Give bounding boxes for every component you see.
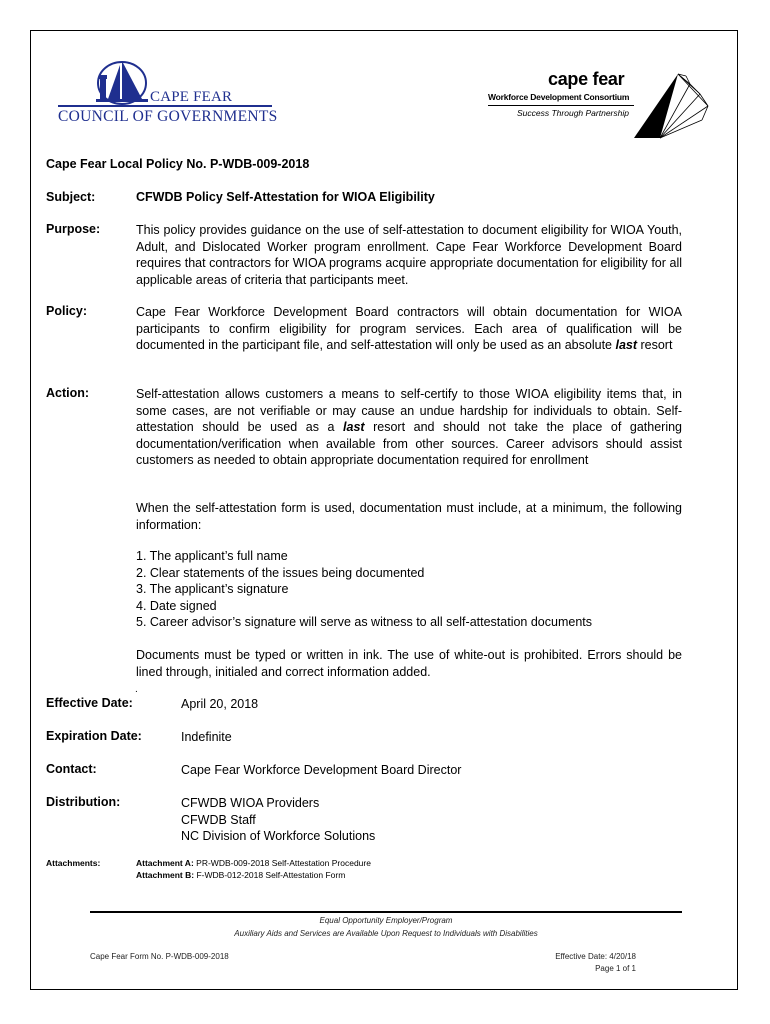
action-text: Self-attestation allows customers a means to self-certify to those WIOA eligibility items that, in some cases, are not verifiable or may cause an undue hardship for individuals to obtain. Self-attestation should be used as a last resort and should not take the place of gathering documentation/verification when available from other sources. Career advisors should assist customers as needed to obtain appropriate documentation required for enrollment [136, 387, 683, 467]
list-item: 2. Clear statements of the issues being documented [136, 565, 425, 580]
list-item: CFWDB WIOA Providers [181, 796, 320, 810]
purpose-text: This policy provides guidance on the use of self-attestation to document eligibility for WIOA Youth, Adult, and Dislocated Worker program enrollment. Cape Fear Workforce Development Board requires that contractors for WIOA programs acquire appropriate documentation for eligibility for all applicable areas of criteria that participants meet. [136, 223, 682, 287]
sailboat-lighthouse-logo-icon [92, 55, 152, 105]
list-item: NC Division of Workforce Solutions [181, 829, 376, 843]
subject-value: CFWDB Policy Self-Attestation for WIOA Eligibility [136, 190, 435, 204]
purpose-label: Purpose: [46, 222, 101, 236]
action-label: Action: [46, 386, 90, 400]
cf-logo-tagline: Success Through Partnership [517, 108, 629, 118]
effective-date-label: Effective Date: [46, 696, 133, 710]
action-text-2: When the self-attestation form is used, documentation must include, at a minimum, the following information: [136, 501, 682, 532]
footer-eoe: Equal Opportunity Employer/Program [319, 916, 453, 925]
contact-label: Contact: [46, 762, 97, 776]
policy-title: Cape Fear Local Policy No. P-WDB-009-2018 [46, 157, 310, 171]
cf-logo-rule [488, 105, 634, 106]
cf-logo-name: cape fear [548, 69, 625, 89]
attachments-label: Attachments: [46, 858, 101, 868]
footer-page-number: Page 1 of 1 [595, 964, 636, 973]
policy-label: Policy: [46, 304, 87, 318]
stray-dot: . [135, 684, 138, 695]
subject-label: Subject: [46, 190, 96, 204]
footer-aux-aids: Auxiliary Aids and Services are Available Upon Request to Individuals with Disabilities [234, 929, 538, 938]
distribution-list [181, 795, 375, 845]
list-item: CFWDB Staff [181, 812, 256, 827]
contact-value: Cape Fear Workforce Development Board Director [181, 763, 462, 777]
distribution-label: Distribution: [46, 795, 121, 809]
cog-logo-line2: COUNCIL OF GOVERNMENTS [58, 108, 278, 125]
list-item: 5. Career advisor’s signature will serve as witness to all self-attestation documents [136, 615, 592, 629]
list-item: 1. The applicant’s full name [136, 549, 288, 563]
policy-text: Cape Fear Workforce Development Board contractors will obtain documentation for WIOA participants to confirm eligibility for program services. Each area of qualification will be documented in the participant file, and self-attestation will only be used as an absolute last resort [136, 305, 682, 352]
footer-rule [90, 911, 682, 913]
attachment-a: Attachment A: PR-WDB-009-2018 Self-Attestation Procedure [136, 858, 371, 868]
cog-logo-line1: CAPE FEAR [150, 89, 233, 105]
requirements-list [136, 548, 592, 631]
cf-logo-consortium: Workforce Development Consortium [488, 92, 630, 102]
footer-effective-date: Effective Date: 4/20/18 [555, 952, 636, 961]
sail-rays-logo-icon [630, 72, 712, 140]
attachment-b: Attachment B: F-WDB-012-2018 Self-Attestation Form [136, 870, 346, 880]
action-text-3: Documents must be typed or written in ink. The use of white-out is prohibited. Errors should be lined through, initialed and correct information added. [136, 648, 682, 679]
expiration-date-label: Expiration Date: [46, 729, 142, 743]
expiration-date-value: Indefinite [181, 730, 232, 744]
list-item: 3. The applicant’s signature [136, 582, 289, 596]
effective-date-value: April 20, 2018 [181, 697, 259, 711]
cog-logo-rule [58, 105, 272, 107]
list-item: 4. Date signed [136, 598, 217, 613]
footer-form-number: Cape Fear Form No. P-WDB-009-2018 [90, 952, 229, 961]
